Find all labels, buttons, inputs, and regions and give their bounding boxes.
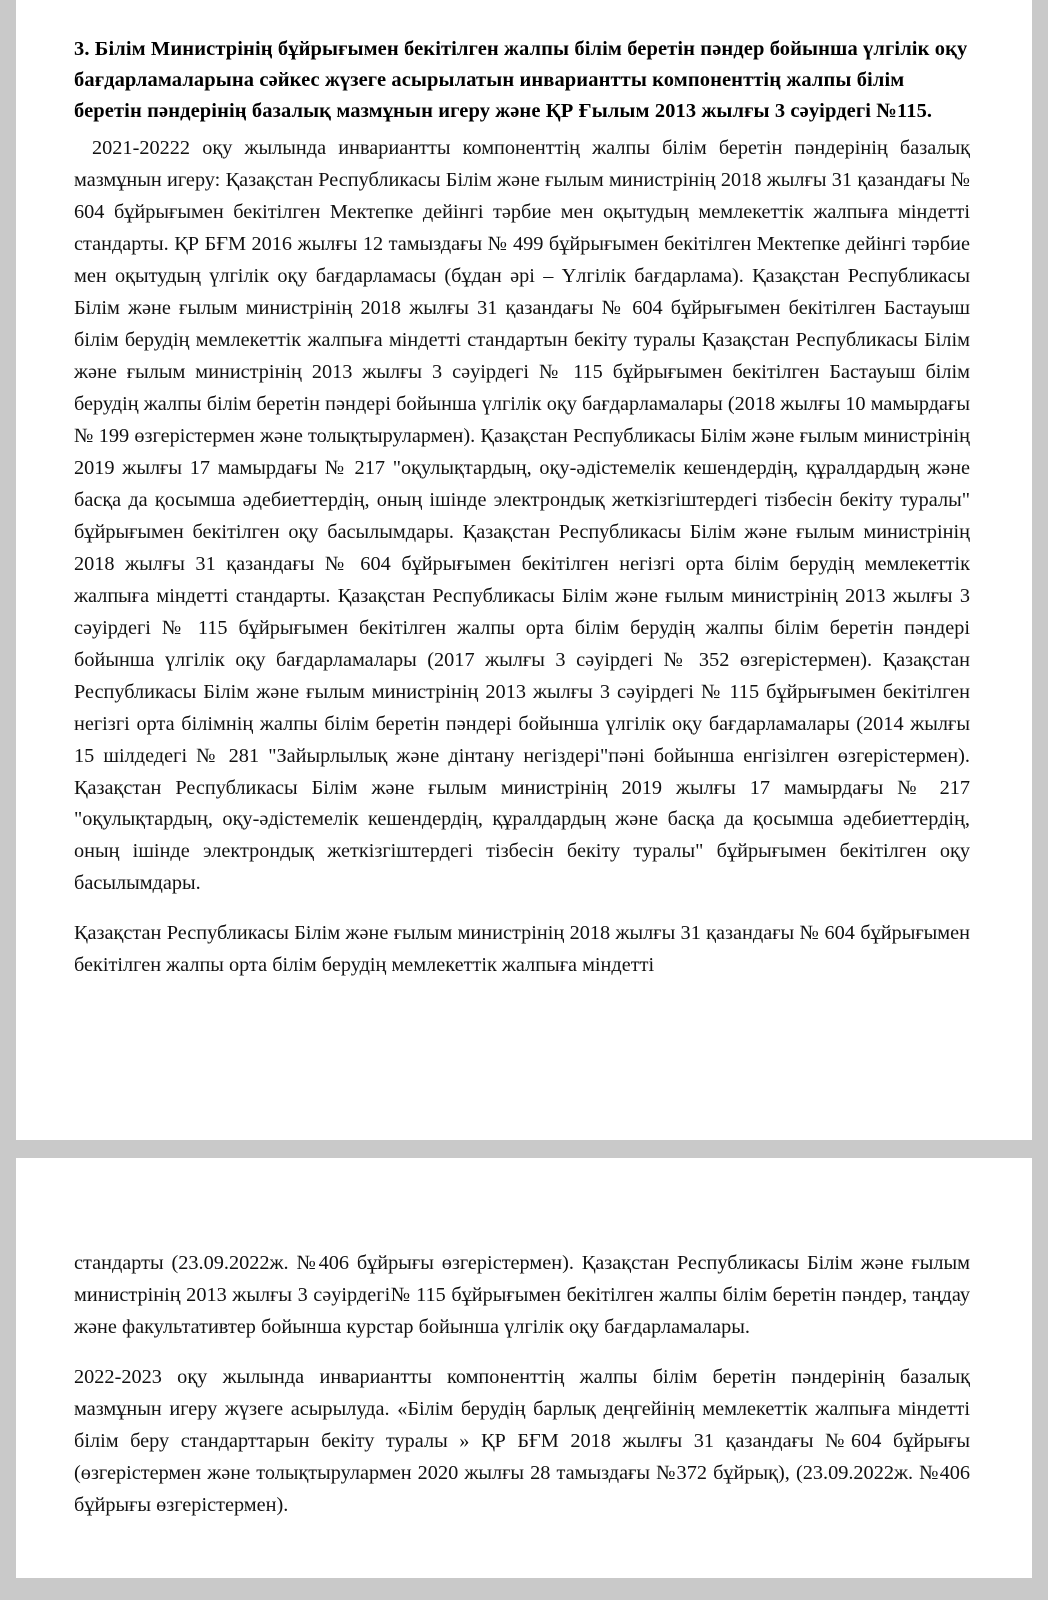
paragraph: 2021-20222 оқу жылында инвариантты компоненттің жалпы білім беретін пәндерінің базалық мазмұнын игеру: Қазақстан Республикасы Білім және ғылым министрінің 2018 жылғы 31 қазандағы № 604 бұйрығымен бекітілген Мектепке дейінгі тәрбие мен оқытудың мемлекеттік жалпыға міндетті стандарты. ҚР БҒМ 2016 жылғы 12 тамыздағы № 499 бұйрығымен бекітілген Мектепке дейінгі тәрбие мен оқытудың үлгілік оқу бағдарламасы (бұдан әрі – Үлгілік бағдарлама). Қазақстан Республикасы Білім және ғылым министрінің 2018 жылғы 31 қазандағы № 604 бұйрығымен бекітілген Бастауыш білім берудің мемлекеттік жалпыға міндетті стандартын бекіту туралы Қазақстан Республикасы Білім және ғылым министрінің 2013 жылғы 3 сәуірдегі № 115 бұйрығымен бекітілген Бастауыш білім берудің жалпы білім беретін пәндері бойынша үлгілік оқу бағдарламалары (2018 жылғы 10 мамырдағы № 199 өзгерістермен және толықтырулармен). Қазақстан Республикасы Білім және ғылым министрінің 2019 жылғы 17 мамырдағы № 217 "оқулықтардың, оқу-әдістемелік кешендердің, құралдардың және басқа да қосымша әдебиеттердің, оның ішінде электрондық жеткізгіштердегі тізбесін бекіту туралы" бұйрығымен бекітілген оқу басылымдары. Қазақстан Республикасы Білім және ғылым министрінің 2018 жылғы 31 қазандағы № 604 бұйрығымен бекітілген негізгі орта білім берудің мемлекеттік жалпыға міндетті стандарты. Қазақстан Республикасы Білім және ғылым министрінің 2013 жылғы 3 сәуірдегі № 115 бұйрығымен бекітілген жалпы орта білім берудің жалпы білім беретін пәндері бойынша үлгілік оқу бағдарламалары (2017 жылғы 3 сәуірдегі № 352 өзгерістермен). Қазақстан Республикасы Білім және ғылым министрінің 2013 жылғы 3 сәуірдегі № 115 бұйрығымен бекітілген негізгі орта білімнің жалпы білім беретін пәндері бойынша үлгілік оқу бағдарламалары (2014 жылғы 15 шілдедегі № 281 "Зайырлылық және дінтану негіздері"пәні бойынша енгізілген өзгерістермен). Қазақстан Республикасы Білім және ғылым министрінің 2019 жылғы 17 мамырдағы № 217 "оқулықтардың, оқу-әдістемелік кешендердің, құралдардың және басқа да қосымша әдебиеттердің, оның ішінде электрондық жеткізгіштердегі тізбесін бекіту туралы" бұйрығымен бекітілген оқу басылымдары. [74,137,970,895]
page-separator [0,1140,1048,1158]
document-page-1 [16,0,1032,1140]
paragraph: Қазақстан Республикасы Білім және ғылым министрінің 2018 жылғы 31 қазандағы № 604 бұйрығымен бекітілген жалпы орта білім берудің мемлекеттік жалпыға міндетті [74,922,970,977]
paragraph: 2022-2023 оқу жылында инвариантты компоненттің жалпы білім беретін пәндерінің базалық мазмұнын игеру жүзеге асырылуда. «Білім берудің барлық деңгейінің мемлекеттік жалпыға міндетті білім беру стандарттарын бекіту туралы » ҚР БҒМ 2018 жылғы 31 қазандағы №604 бұйрығы (өзгерістермен және толықтырулармен 2020 жылғы 28 тамыздағы №372 бұйрық), (23.09.2022ж. №406 бұйрығы өзгерістермен). [74,1365,970,1516]
page-title: 3. Білім Министрінің бұйрығымен бекітілген жалпы білім беретін пәндер бойынша үлгілік оқу бағдарламаларына сәйкес жүзеге асырылатын инвариантты компоненттің жалпы білім беретін пәндерінің базалық мазмұнын игеру және ҚР Ғылым 2013 жылғы 3 сәуірдегі №115. [74,38,968,123]
paragraph: стандарты (23.09.2022ж. №406 бұйрығы өзгерістермен). Қазақстан Республикасы Білім және ғылым министрінің 2013 жылғы 3 сәуірдегі№ 115 бұйрығымен бекітілген жалпы білім беретін пәндер, таңдау және факультативтер бойынша курстар бойынша үлгілік оқу бағдарламалары. [74,1252,970,1338]
document-page-2 [16,1158,1032,1578]
